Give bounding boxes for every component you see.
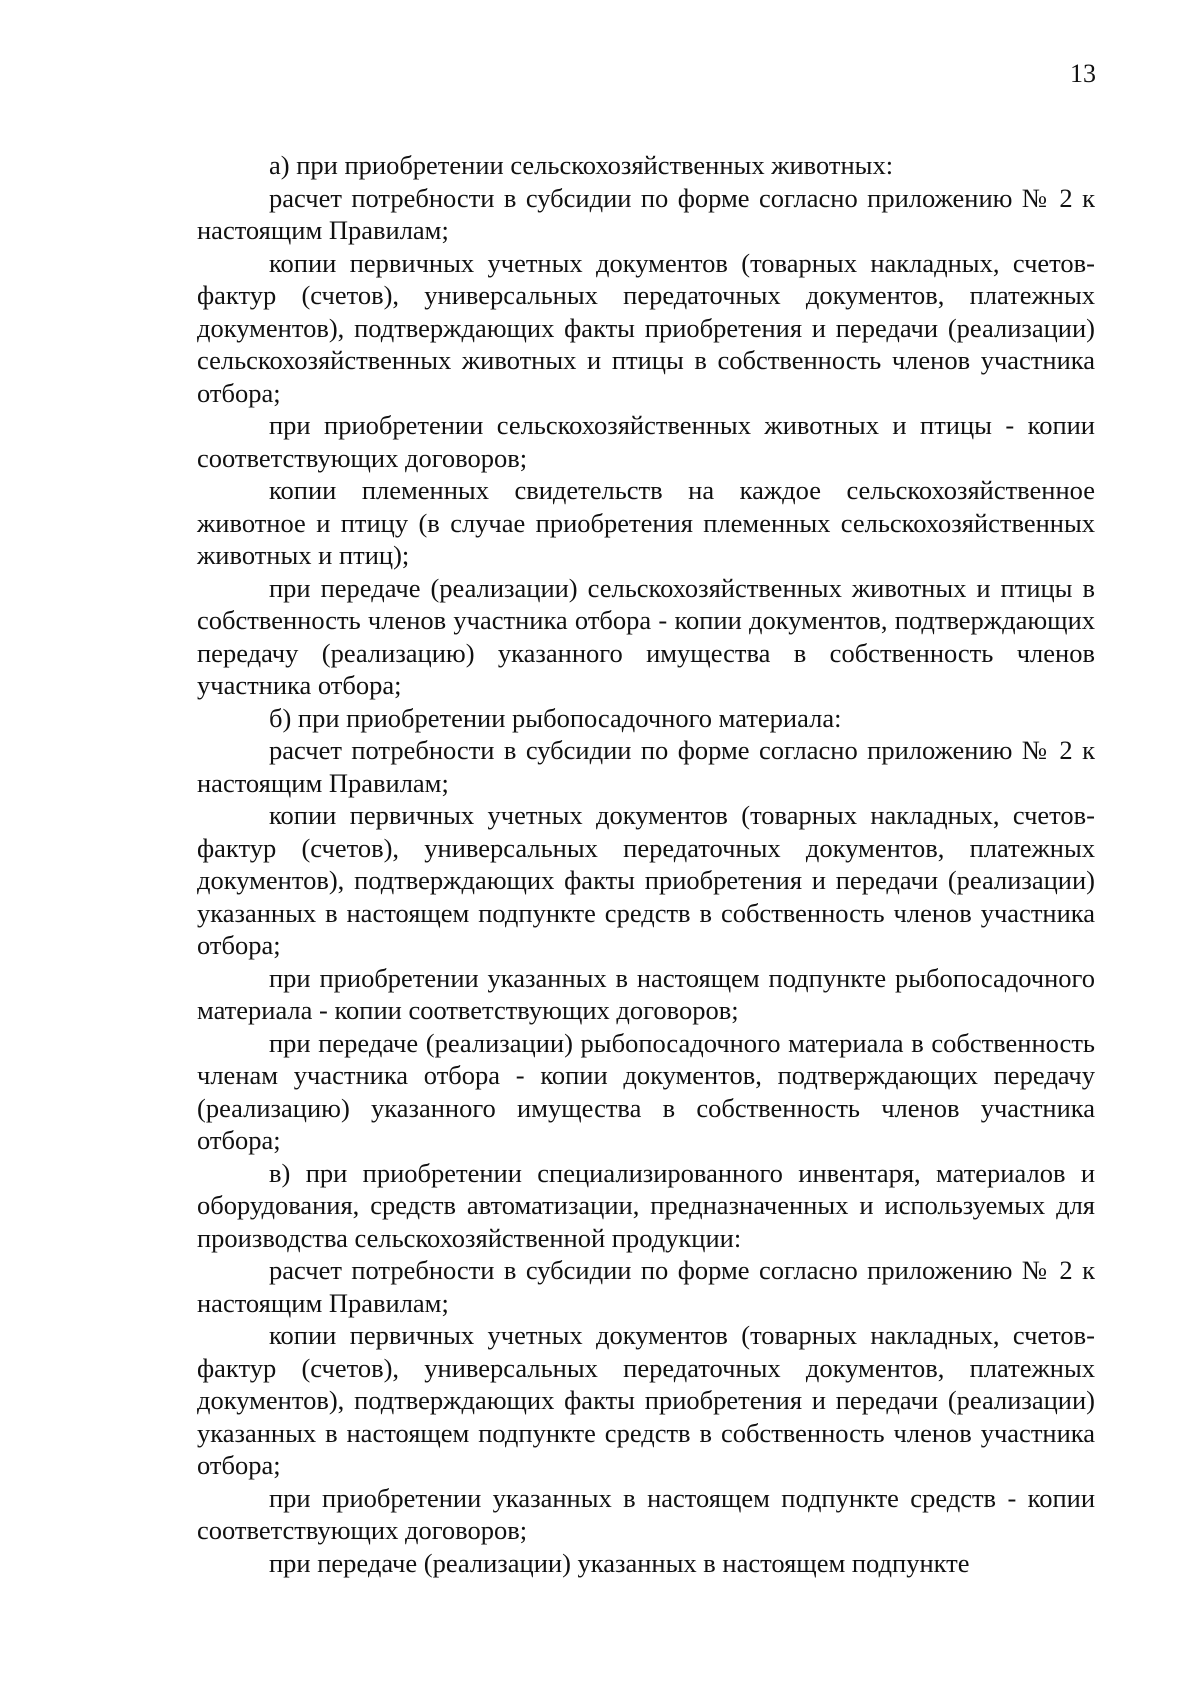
paragraph-a-heading: а) при приобретении сельскохозяйственных животных: [269,150,894,180]
paragraph: расчет потребности в субсидии по форме согласно приложению № 2 к настоящим Правилам; [197,182,1095,245]
paragraph: копии первичных учетных документов (товарных накладных, счетов-фактур (счетов), универсальных передаточных документов, платежных документов), подтверждающих факты приобретения и передачи (реализации) сельскохозяйственных животных и птицы в собственность членов участника отбора; [197,247,1095,408]
page-number: 13 [1070,59,1096,88]
paragraph: расчет потребности в субсидии по форме согласно приложению № 2 к настоящим Правилам; [197,1255,1095,1318]
paragraph: копии племенных свидетельств на каждое сельскохозяйственное животное и птицу (в случае приобретения племенных сельскохозяйственных животных и птиц); [197,475,1095,570]
paragraph: копии первичных учетных документов (товарных накладных, счетов-фактур (счетов), универсальных передаточных документов, платежных документов), подтверждающих факты приобретения и передачи (реализации) указанных в настоящем подпункте средств в собственность членов участника отбора; [197,800,1095,960]
paragraph: при приобретении указанных в настоящем подпункте рыбопосадочного материала - копии соответствующих договоров; [197,962,1095,1025]
paragraph: при передаче (реализации) сельскохозяйственных животных и птицы в собственность членов участника отбора - копии документов, подтверждающих передачу (реализацию) указанного имущества в собственность членов участника отбора; [197,572,1095,700]
paragraph-c-heading: в) при приобретении специализированного инвентаря, материалов и оборудования, средств автоматизации, предназначенных и используемых для производства сельскохозяйственной продукции: [197,1157,1095,1253]
document-body [197,149,1095,1579]
paragraph: расчет потребности в субсидии по форме согласно приложению № 2 к настоящим Правилам; [197,735,1095,798]
paragraph: при приобретении указанных в настоящем подпункте средств - копии соответствующих договоров; [197,1482,1095,1545]
paragraph: при передаче (реализации) рыбопосадочного материала в собственность членам участника отбора - копии документов, подтверждающих передачу (реализацию) указанного имущества в собственность членов участника отбора; [197,1027,1095,1155]
paragraph: при приобретении сельскохозяйственных животных и птицы - копии соответствующих договоров; [197,410,1095,473]
paragraph: при передаче (реализации) указанных в настоящем подпункте [269,1547,970,1578]
paragraph-b-heading: б) при приобретении рыбопосадочного материала: [269,702,842,733]
paragraph: копии первичных учетных документов (товарных накладных, счетов-фактур (счетов), универсальных передаточных документов, платежных документов), подтверждающих факты приобретения и передачи (реализации) указанных в настоящем подпункте средств в собственность членов участника отбора; [197,1320,1095,1480]
